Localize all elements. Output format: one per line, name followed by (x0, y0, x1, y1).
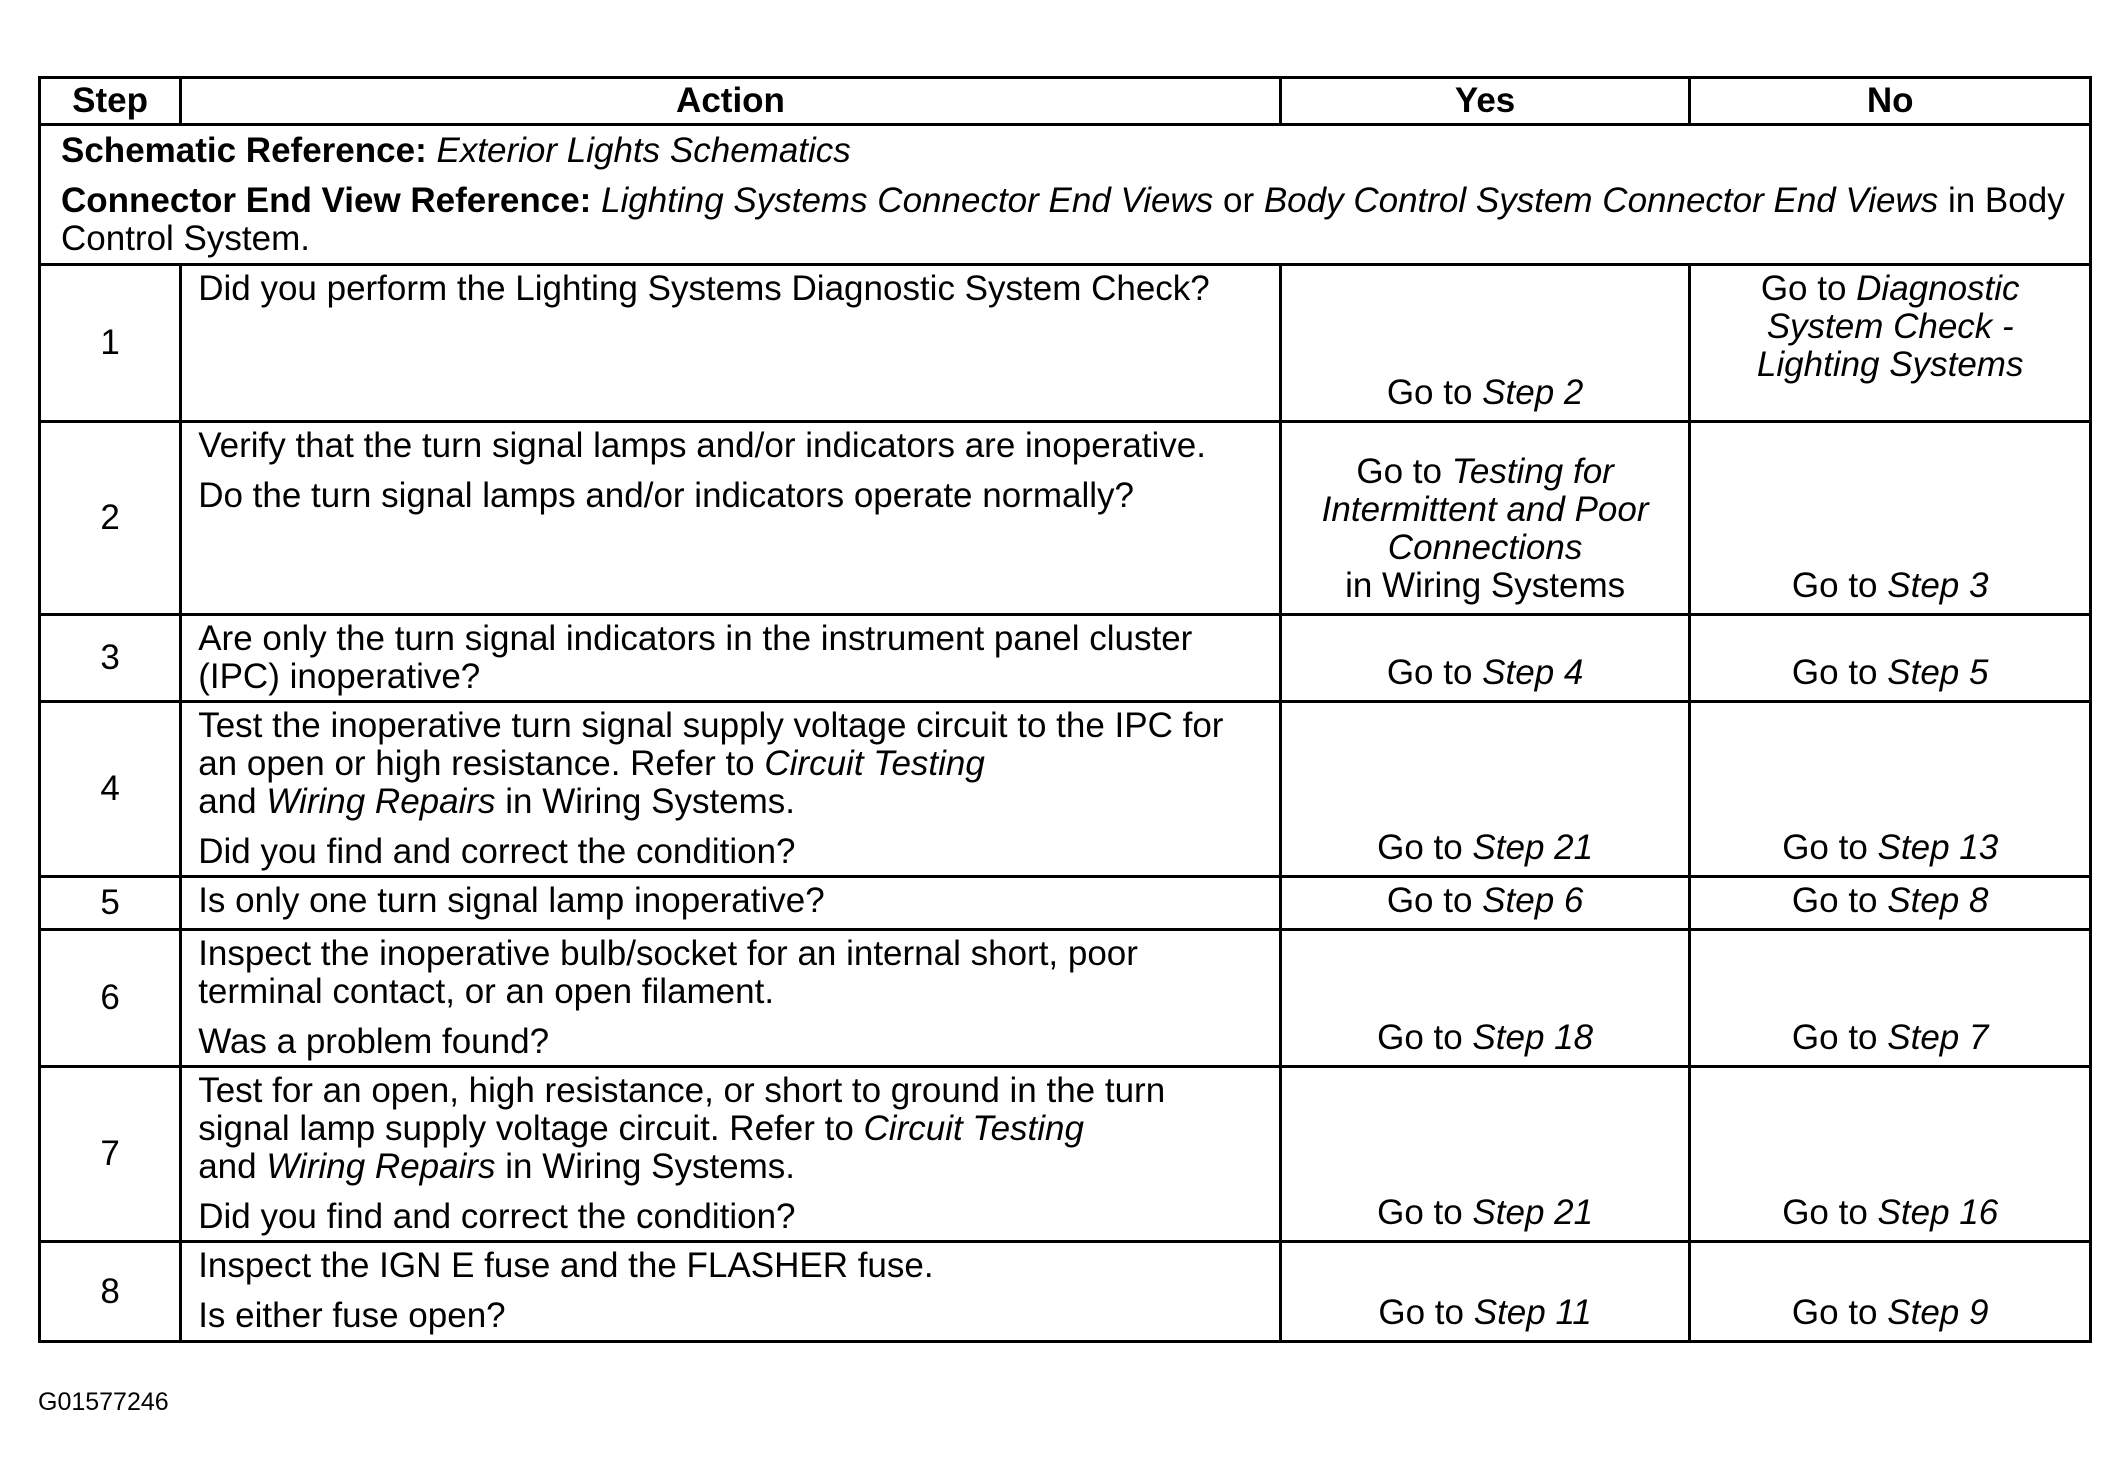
table-row (40, 265, 2091, 422)
yes-goto-link[interactable]: Step 4 (1482, 653, 1584, 692)
table-row (40, 615, 2091, 702)
connector-reference-or: or (1213, 181, 1264, 220)
no-result-cell (1690, 615, 2091, 702)
no-goto-link[interactable]: Step 3 (1887, 566, 1989, 605)
no-goto-link[interactable]: Step 8 (1887, 881, 1989, 920)
action-text (198, 882, 1263, 920)
action-text (198, 1072, 1263, 1186)
action-text (198, 1023, 1263, 1061)
no-goto-link[interactable]: Diagnostic System Check - Lighting Systems (1756, 269, 2024, 384)
table-row (40, 422, 2091, 615)
action-reference-link[interactable]: Circuit Testing (863, 1109, 1084, 1148)
step-number: 8 (40, 1242, 181, 1342)
action-cell (181, 1067, 1281, 1242)
yes-goto-link[interactable]: Step 18 (1472, 1018, 1594, 1057)
connector-reference-suffix: in Body Control System. (61, 181, 2065, 258)
step-number: 2 (40, 422, 181, 615)
no-goto-label: Go to (1782, 828, 1878, 867)
action-cell (181, 877, 1281, 930)
step-number: 7 (40, 1067, 181, 1242)
no-result-cell (1690, 930, 2091, 1067)
connector-reference-link-2[interactable]: Body Control System Connector End Views (1263, 181, 1939, 220)
action-cell (181, 702, 1281, 877)
action-text (198, 427, 1263, 465)
table-row (40, 1067, 2091, 1242)
action-text (198, 1247, 1263, 1285)
no-goto-label: Go to (1760, 269, 1857, 308)
yes-goto-label: Go to (1378, 1293, 1474, 1332)
no-goto-link[interactable]: Step 13 (1877, 828, 1999, 867)
action-text-body: Was a problem found? (198, 1022, 550, 1061)
yes-goto-label: Go to (1377, 1193, 1473, 1232)
action-text (198, 620, 1263, 696)
yes-goto-link[interactable]: Step 2 (1482, 373, 1584, 412)
yes-goto-suffix: in Wiring Systems (1345, 566, 1626, 605)
action-text (198, 1198, 1263, 1236)
no-goto-label: Go to (1791, 1018, 1888, 1057)
action-cell (181, 615, 1281, 702)
action-cell (181, 265, 1281, 422)
yes-goto-link[interactable]: Testing for Intermittent and Poor Connections (1321, 452, 1649, 567)
action-reference-link[interactable]: Wiring Repairs (266, 1147, 496, 1186)
no-result-cell (1690, 265, 2091, 422)
header-yes: Yes (1280, 78, 1690, 125)
yes-goto-link[interactable]: Step 21 (1472, 1193, 1594, 1232)
schematic-reference (61, 132, 2069, 170)
yes-goto-link[interactable]: Step 11 (1473, 1293, 1592, 1332)
action-text-body: Is either fuse open? (198, 1296, 506, 1335)
no-goto-link[interactable]: Step 7 (1887, 1018, 1989, 1057)
yes-goto-label: Go to (1386, 373, 1483, 412)
action-text-body: Test the inoperative turn signal supply voltage circuit to the IPC for an open or high resistance. Refer to (198, 706, 1224, 783)
no-goto-label: Go to (1782, 1193, 1878, 1232)
no-result-cell (1690, 702, 2091, 877)
yes-result-cell (1280, 1242, 1690, 1342)
connector-reference-label: Connector End View Reference: (61, 181, 592, 220)
action-text-body: Verify that the turn signal lamps and/or indicators are inoperative. (198, 426, 1206, 465)
action-text (198, 270, 1263, 308)
step-number: 5 (40, 877, 181, 930)
header-no: No (1690, 78, 2091, 125)
header-step: Step (40, 78, 181, 125)
yes-result-cell (1280, 422, 1690, 615)
no-goto-link[interactable]: Step 16 (1877, 1193, 1999, 1232)
action-cell (181, 1242, 1281, 1342)
action-text-body: Are only the turn signal indicators in the instrument panel cluster (IPC) inoperative? (198, 619, 1193, 696)
table-row (40, 877, 2091, 930)
yes-goto-link[interactable]: Step 21 (1472, 828, 1594, 867)
no-result-cell (1690, 1067, 2091, 1242)
action-text (198, 833, 1263, 871)
connector-reference-link-1[interactable]: Lighting Systems Connector End Views (601, 181, 1214, 220)
no-goto-label: Go to (1791, 881, 1888, 920)
yes-result-cell (1280, 265, 1690, 422)
table-row (40, 702, 2091, 877)
action-text-body: Is only one turn signal lamp inoperative? (198, 881, 825, 920)
action-reference-link[interactable]: Circuit Testing (764, 744, 985, 783)
table-row (40, 930, 2091, 1067)
action-text-body: Did you find and correct the condition? (198, 1197, 796, 1236)
diagnostic-table (38, 76, 2092, 1343)
yes-result-cell (1280, 877, 1690, 930)
action-cell (181, 930, 1281, 1067)
figure-id: G01577246 (38, 1388, 169, 1416)
step-number: 3 (40, 615, 181, 702)
action-reference-link[interactable]: Wiring Repairs (266, 782, 496, 821)
action-text (198, 707, 1263, 821)
action-text (198, 1297, 1263, 1335)
action-text-connector: and (198, 1147, 267, 1186)
yes-goto-label: Go to (1377, 1018, 1473, 1057)
schematic-reference-label: Schematic Reference: (61, 131, 427, 170)
action-text-body: Inspect the inoperative bulb/socket for an internal short, poor terminal contact, or an open filament. (198, 934, 1138, 1011)
step-number: 6 (40, 930, 181, 1067)
header-row (40, 78, 2091, 125)
no-goto-label: Go to (1791, 1293, 1888, 1332)
yes-result-cell (1280, 615, 1690, 702)
action-cell (181, 422, 1281, 615)
schematic-reference-link[interactable]: Exterior Lights Schematics (436, 131, 851, 170)
yes-goto-label: Go to (1386, 653, 1483, 692)
yes-result-cell (1280, 1067, 1690, 1242)
action-text-tail: in Wiring Systems. (495, 782, 796, 821)
no-goto-link[interactable]: Step 5 (1887, 653, 1989, 692)
header-action: Action (181, 78, 1281, 125)
action-text-body: Do the turn signal lamps and/or indicators operate normally? (198, 476, 1134, 515)
reference-row (40, 125, 2091, 265)
step-number: 1 (40, 265, 181, 422)
action-text-tail: in Wiring Systems. (495, 1147, 796, 1186)
no-result-cell (1690, 877, 2091, 930)
connector-reference (61, 182, 2069, 258)
table-row (40, 1242, 2091, 1342)
yes-goto-link[interactable]: Step 6 (1482, 881, 1584, 920)
yes-goto-label: Go to (1356, 452, 1452, 491)
step-number: 4 (40, 702, 181, 877)
yes-goto-label: Go to (1377, 828, 1473, 867)
action-text (198, 477, 1263, 515)
yes-result-cell (1280, 930, 1690, 1067)
no-result-cell (1690, 1242, 2091, 1342)
action-text-body: Did you perform the Lighting Systems Diagnostic System Check? (198, 269, 1210, 308)
no-result-cell (1690, 422, 2091, 615)
action-text-body: Did you find and correct the condition? (198, 832, 796, 871)
no-goto-label: Go to (1791, 653, 1888, 692)
reference-cell (40, 125, 2091, 265)
action-text-connector: and (198, 782, 267, 821)
no-goto-link[interactable]: Step 9 (1887, 1293, 1989, 1332)
yes-result-cell (1280, 702, 1690, 877)
action-text-body: Inspect the IGN E fuse and the FLASHER fuse. (198, 1246, 934, 1285)
action-text (198, 935, 1263, 1011)
yes-goto-label: Go to (1386, 881, 1483, 920)
action-text-body: Test for an open, high resistance, or short to ground in the turn signal lamp supply voltage circuit. Refer to (198, 1071, 1166, 1148)
no-goto-label: Go to (1791, 566, 1888, 605)
